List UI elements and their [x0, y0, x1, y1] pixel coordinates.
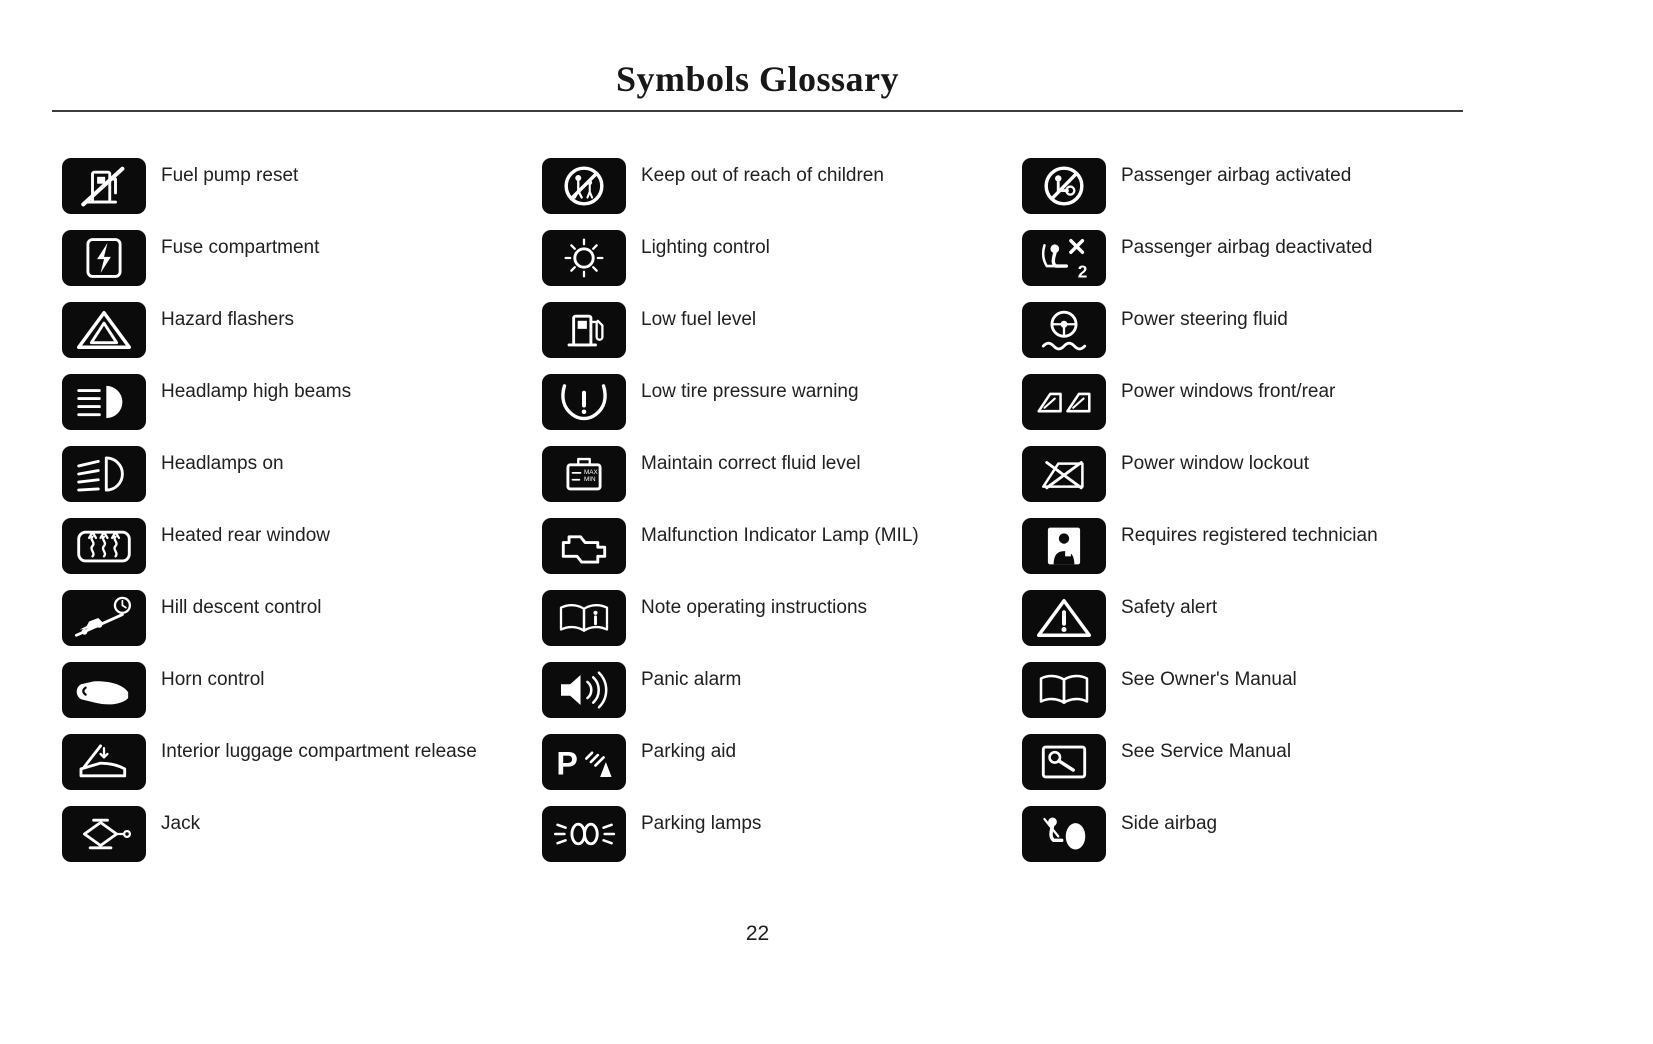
- glossary-item: [542, 662, 980, 718]
- safety-alert-icon: [1022, 590, 1106, 646]
- svg-text:MAX: MAX: [584, 469, 598, 476]
- page-title: Symbols Glossary: [615, 59, 900, 99]
- side-airbag-icon: [1022, 806, 1106, 862]
- glossary-item: [542, 806, 980, 862]
- glossary-item: [1022, 446, 1460, 502]
- symbol-label: Hill descent control: [161, 597, 322, 618]
- svg-text:P: P: [556, 745, 578, 782]
- airbag-activated-icon: [1022, 158, 1106, 214]
- symbol-label: See Service Manual: [1121, 741, 1292, 762]
- symbol-label: Panic alarm: [641, 669, 742, 690]
- hazard-flashers-icon: [62, 302, 146, 358]
- symbol-label: Parking lamps: [641, 813, 762, 834]
- glossary-item: [1022, 374, 1460, 430]
- symbol-label: Fuse compartment: [161, 237, 320, 258]
- power-windows-icon: [1022, 374, 1106, 430]
- glossary-item: [62, 158, 500, 214]
- glossary-item: [62, 302, 500, 358]
- window-lockout-icon: [1022, 446, 1106, 502]
- symbol-label: Keep out of reach of children: [641, 165, 884, 186]
- fluid-level-icon: [542, 446, 626, 502]
- service-manual-icon: [1022, 734, 1106, 790]
- symbol-label: Jack: [161, 813, 201, 834]
- glossary-item: [542, 518, 980, 574]
- glossary-item: [542, 302, 980, 358]
- symbol-label: Lighting control: [641, 237, 770, 258]
- glossary-item: [62, 518, 500, 574]
- page-number: 22: [745, 922, 770, 945]
- jack-icon: [62, 806, 146, 862]
- glossary-item: [62, 446, 500, 502]
- symbol-label: Power windows front/rear: [1121, 381, 1336, 402]
- headlamp-high-beams-icon: [62, 374, 146, 430]
- note-instructions-icon: [542, 590, 626, 646]
- symbol-label: Parking aid: [641, 741, 737, 762]
- fuel-pump-reset-icon: [62, 158, 146, 214]
- symbol-label: Side airbag: [1121, 813, 1218, 834]
- symbol-label: Note operating instructions: [641, 597, 868, 618]
- headlamps-on-icon: [62, 446, 146, 502]
- glossary-item: [62, 590, 500, 646]
- symbol-label: See Owner's Manual: [1121, 669, 1297, 690]
- hill-descent-control-icon: [62, 590, 146, 646]
- glossary-item: [542, 158, 980, 214]
- glossary-item: [62, 806, 500, 862]
- glossary-item: [62, 734, 500, 790]
- symbol-label: Headlamps on: [161, 453, 284, 474]
- glossary-column: [1022, 158, 1460, 878]
- symbol-label: Passenger airbag activated: [1121, 165, 1352, 186]
- symbol-label: Power steering fluid: [1121, 309, 1288, 330]
- glossary-item: [1022, 734, 1460, 790]
- page-content: [52, 0, 1463, 1044]
- low-fuel-icon: [542, 302, 626, 358]
- glossary-column: [62, 158, 500, 878]
- symbol-label: Passenger airbag deactivated: [1121, 237, 1373, 258]
- panic-alarm-icon: [542, 662, 626, 718]
- mil-icon: [542, 518, 626, 574]
- symbol-label: Interior luggage compartment release: [161, 741, 477, 762]
- symbol-label: Power window lockout: [1121, 453, 1309, 474]
- symbol-label: Low fuel level: [641, 309, 757, 330]
- glossary-item: [542, 446, 980, 502]
- glossary-item: [1022, 302, 1460, 358]
- horn-control-icon: [62, 662, 146, 718]
- glossary-item: [542, 734, 980, 790]
- heated-rear-window-icon: [62, 518, 146, 574]
- low-tire-pressure-icon: [542, 374, 626, 430]
- glossary-item: [1022, 158, 1460, 214]
- symbol-label: Requires registered technician: [1121, 525, 1378, 546]
- glossary-item: [1022, 590, 1460, 646]
- glossary-item: [1022, 662, 1460, 718]
- symbol-label: Heated rear window: [161, 525, 330, 546]
- page-header: [52, 0, 1463, 112]
- glossary-item: [1022, 230, 1460, 286]
- symbol-label: Hazard flashers: [161, 309, 295, 330]
- power-steering-icon: [1022, 302, 1106, 358]
- keep-out-of-reach-icon: [542, 158, 626, 214]
- fuse-compartment-icon: [62, 230, 146, 286]
- svg-text:MIN: MIN: [584, 475, 596, 483]
- symbol-label: Malfunction Indicator Lamp (MIL): [641, 525, 919, 546]
- glossary-grid: [52, 158, 1463, 878]
- symbol-label: Maintain correct fluid level: [641, 453, 861, 474]
- technician-icon: [1022, 518, 1106, 574]
- glossary-column: [542, 158, 980, 878]
- glossary-item: [1022, 806, 1460, 862]
- glossary-item: [542, 230, 980, 286]
- symbol-label: Horn control: [161, 669, 265, 690]
- glossary-item: [1022, 518, 1460, 574]
- glossary-item: [62, 230, 500, 286]
- parking-aid-icon: [542, 734, 626, 790]
- glossary-item: [542, 374, 980, 430]
- lighting-control-icon: [542, 230, 626, 286]
- svg-text:2: 2: [1077, 261, 1088, 281]
- airbag-deactivated-icon: [1022, 230, 1106, 286]
- parking-lamps-icon: [542, 806, 626, 862]
- glossary-item: [62, 662, 500, 718]
- symbol-label: Fuel pump reset: [161, 165, 299, 186]
- symbol-label: Headlamp high beams: [161, 381, 352, 402]
- glossary-item: [542, 590, 980, 646]
- owners-manual-icon: [1022, 662, 1106, 718]
- symbol-label: Low tire pressure warning: [641, 381, 859, 402]
- luggage-release-icon: [62, 734, 146, 790]
- symbol-label: Safety alert: [1121, 597, 1218, 618]
- glossary-item: [62, 374, 500, 430]
